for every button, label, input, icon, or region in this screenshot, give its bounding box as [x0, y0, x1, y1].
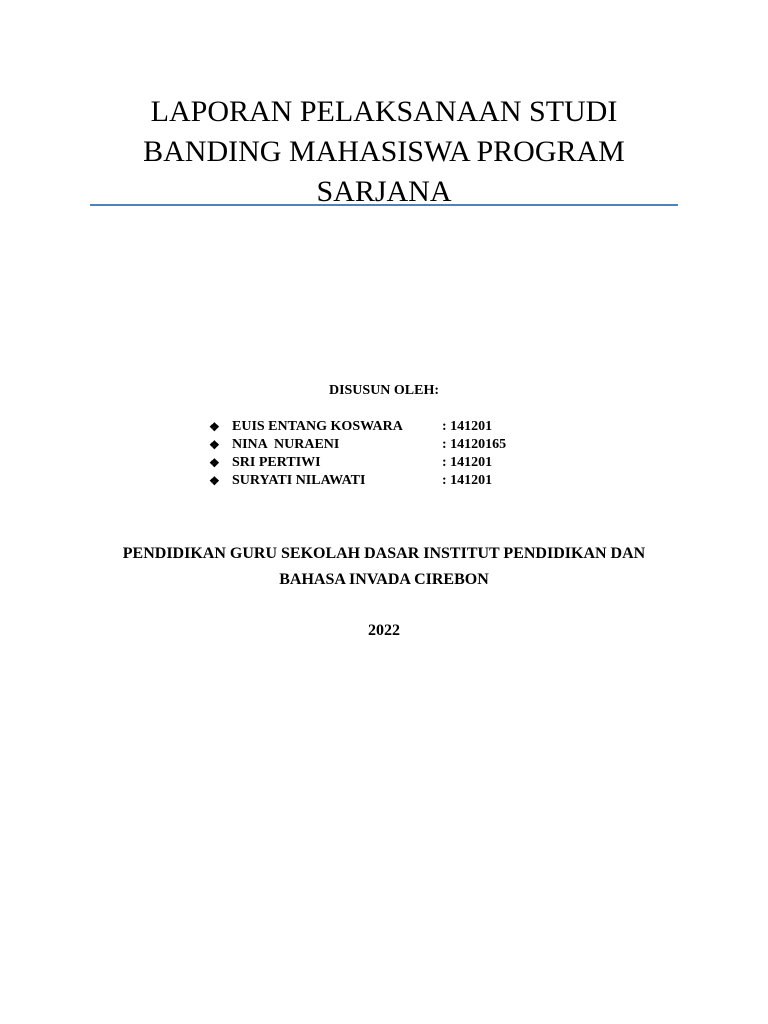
author-name: SRI PERTIWI	[232, 455, 321, 470]
diamond-bullet-icon: ❖	[209, 474, 220, 488]
author-name: NINA NURAENI	[232, 437, 340, 452]
author-row	[209, 418, 549, 436]
institution-name	[80, 541, 688, 593]
title-line: BANDING MAHASISWA PROGRAM	[143, 135, 625, 168]
title-line: LAPORAN PELAKSANAAN STUDI	[150, 95, 618, 128]
diamond-bullet-icon: ❖	[209, 420, 220, 434]
institution-line: PENDIDIKAN GURU SEKOLAH DASAR INSTITUT PENDIDIKAN DAN	[122, 545, 646, 562]
author-id: : 141201	[442, 473, 493, 488]
author-row	[209, 436, 549, 454]
author-name: SURYATI NILAWATI	[232, 473, 366, 488]
author-id: : 141201	[442, 455, 493, 470]
author-id: : 141201	[442, 419, 493, 434]
diamond-bullet-icon: ❖	[209, 456, 220, 470]
author-row	[209, 472, 549, 490]
diamond-bullet-icon: ❖	[209, 438, 220, 452]
institution-line: BAHASA INVADA CIREBON	[279, 571, 489, 588]
author-id: : 14120165	[442, 437, 507, 452]
authored-by-label: DISUSUN OLEH:	[328, 383, 440, 398]
title-line: SARJANA	[316, 175, 452, 208]
document-year: 2022	[368, 622, 400, 639]
author-list	[209, 418, 549, 490]
document-title	[90, 92, 678, 212]
author-row	[209, 454, 549, 472]
author-name: EUIS ENTANG KOSWARA	[232, 419, 403, 434]
title-underline-rule	[90, 204, 678, 206]
